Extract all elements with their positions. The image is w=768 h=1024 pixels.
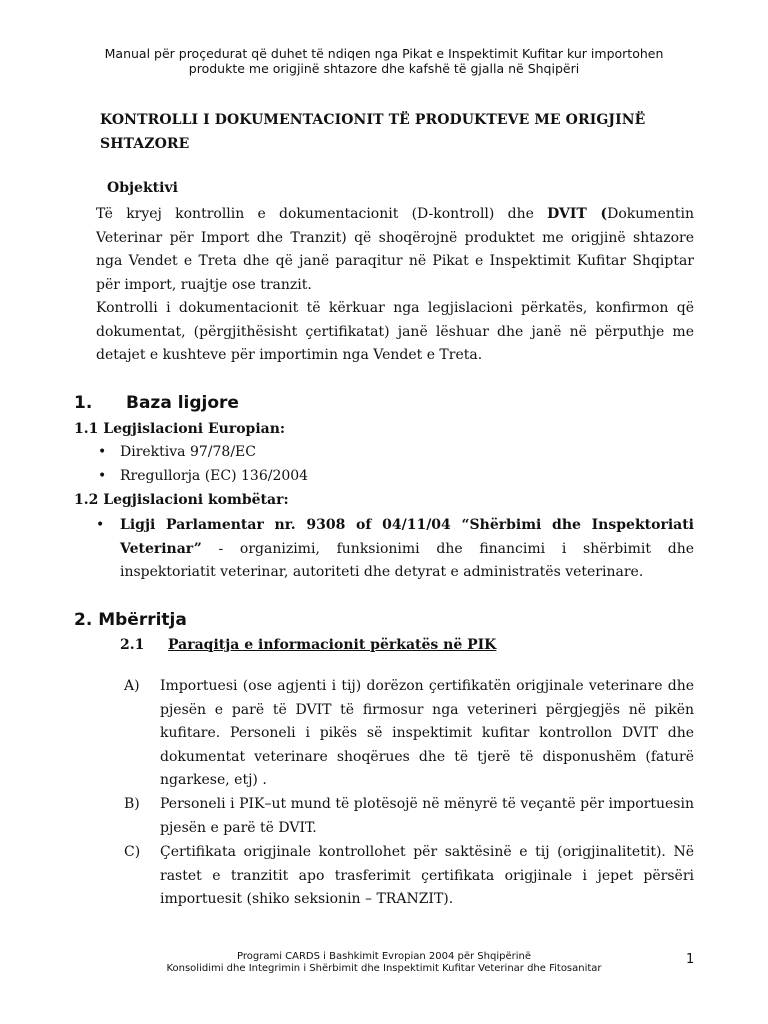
page-header: [60, 46, 708, 76]
p1-dvit-bold: DVIT (: [547, 206, 608, 222]
footer-line-1: Programi CARDS i Bashkimit Evropian 2004 për Shqipërinë: [237, 951, 531, 962]
list-item: [124, 793, 694, 840]
title-line-1: KONTROLLI I DOKUMENTACIONIT TË PRODUKTEVE ME ORIGJINË: [100, 112, 646, 128]
section-2-heading: 2. Mbërritja: [74, 610, 187, 630]
page-footer: [100, 951, 668, 975]
objektivi-heading: Objektivi: [107, 180, 178, 196]
item-text: Importuesi (ose agjenti i tij) dorëzon çertifikatën origjinale veterinare dhe pjesën e parë të DVIT të firmosur nga veterineri përgjegjës në pikën kufitare. Personeli i pikës së inspektimit kufitar kontrollon DVIT dhe dokumentat veterinare shoqërues dhe të tjerë të disponushëm (faturë ngarkese, etj) .: [160, 678, 694, 788]
ligji-title-bold: Ligji Parlamentar nr. 9308 of 04/11/04 “Shërbimi dhe Inspektoriati Veterinar”: [120, 517, 694, 557]
subsection-1-1-heading: 1.1 Legjislacioni Europian:: [74, 421, 286, 437]
footer-line-2: Konsolidimi dhe Integrimin i Shërbimit dhe Inspektimit Kufitar Veterinar dhe Fitosanitar: [166, 963, 602, 974]
section-1-title: Baza ligjore: [126, 393, 239, 413]
bullet-icon: •: [96, 517, 105, 533]
ligji-description: - organizimi, funksionimi dhe financimi i shërbimit dhe inspektoriatit veterinar, autoriteti dhe detyrat e administratës veterinare.: [120, 540, 694, 580]
subsection-2-1-heading: [120, 637, 496, 653]
title-line-2: SHTAZORE: [100, 136, 190, 152]
item-letter: A): [124, 678, 140, 694]
bullet-icon: •: [98, 444, 107, 460]
ligji-text: [120, 514, 694, 585]
objektivi-paragraph-2: Kontrolli i dokumentacionit të kërkuar nga legjislacioni përkatës, konfirmon që dokumentat, (përgjithësisht çertifikatat) janë lëshuar dhe janë në përputhje me detajet e kushteve për importimin nga Vendet e Treta.: [96, 300, 694, 363]
document-title: [100, 108, 700, 156]
list-item: [124, 841, 694, 912]
header-line-1: Manual për proçedurat që duhet të ndiqen nga Pikat e Inspektimit Kufitar kur importohen: [104, 46, 664, 61]
subsection-2-1-title: Paraqitja e informacionit përkatës në PIK: [168, 637, 497, 653]
p1-text-b: Dokumentin Veterinar për Import dhe Tranzit) që shoqërojnë produktet me origjinë shtazore nga Vendet e Treta dhe që janë paraqitur në Pikat e Inspektimit Kufitar Shqiptar për import, ruajtje ose tranzit.: [96, 206, 694, 293]
item-letter: C): [124, 844, 141, 860]
list-item: [124, 675, 694, 793]
list-item-text: Direktiva 97/78/EC: [120, 444, 256, 460]
item-text: Personeli i PIK–ut mund të plotësojë në mënyrë të veçantë për importuesin pjesën e parë të DVIT.: [160, 796, 694, 836]
subsection-1-2-heading: 1.2 Legjislacioni kombëtar:: [74, 492, 289, 508]
subsection-2-1-number: 2.1: [120, 637, 145, 653]
list-item: [98, 468, 308, 484]
header-line-2: produkte me origjinë shtazore dhe kafshë të gjalla në Shqipëri: [188, 61, 580, 76]
page-number: 1: [686, 952, 695, 967]
list-item: [98, 444, 256, 460]
item-text: Çertifikata origjinale kontrollohet për saktësinë e tij (origjinalitetit). Në rastet e tranzitit apo trasferimit çertifikata origjinale i jepet përsëri importuesit (shiko seksionin – TRANZIT).: [160, 844, 694, 907]
section-1-heading: [74, 393, 239, 413]
list-item-text: Rregullorja (EC) 136/2004: [120, 468, 309, 484]
objektivi-paragraph-1: [96, 203, 694, 297]
bullet-icon: •: [98, 468, 107, 484]
list-item: [96, 514, 694, 585]
p1-text-a: Të kryej kontrollin e dokumentacionit (D-kontroll) dhe: [96, 206, 548, 222]
section-1-number: 1.: [74, 393, 93, 413]
item-letter: B): [124, 796, 140, 812]
